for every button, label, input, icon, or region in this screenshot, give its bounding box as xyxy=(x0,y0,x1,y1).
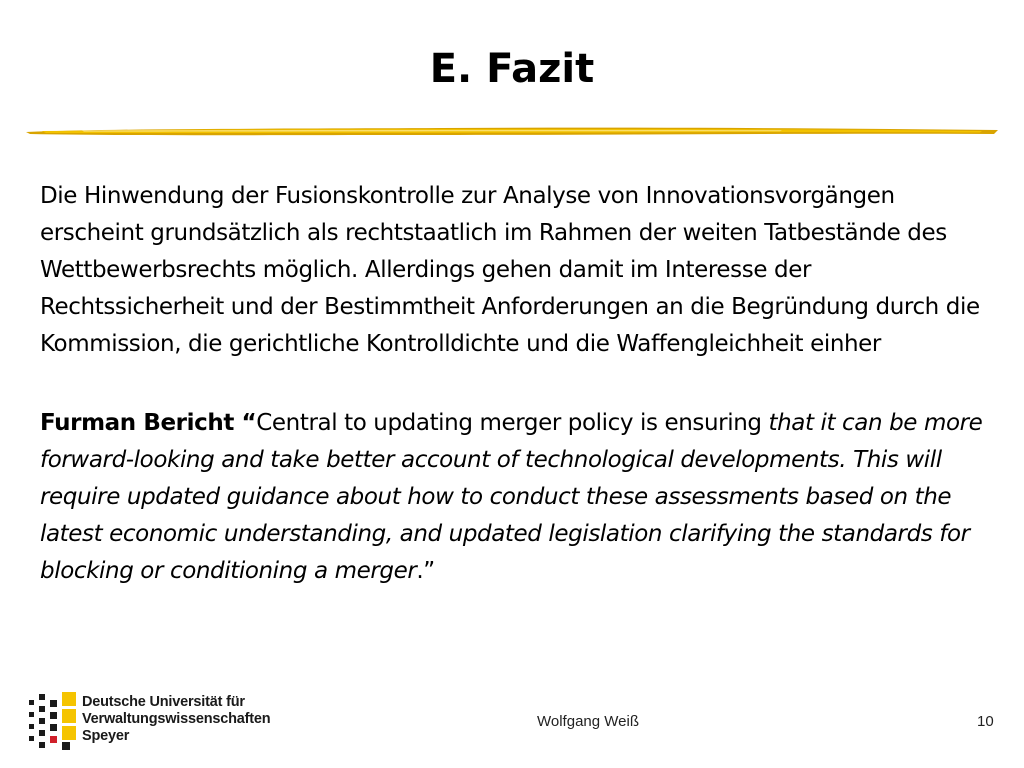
page-number: 10 xyxy=(977,713,994,730)
university-name xyxy=(82,694,270,745)
quote-text-regular: Central to updating merger policy is ensuring xyxy=(256,410,769,436)
slide-content xyxy=(40,178,1000,590)
quote-label: Furman Bericht “ xyxy=(40,410,257,436)
quote-closing: .” xyxy=(416,558,435,584)
footer-author: Wolfgang Weiß xyxy=(537,713,639,730)
brush-stroke-divider-icon xyxy=(22,120,1002,142)
conclusion-paragraph: Die Hinwendung der Fusionskontrolle zur Analyse von Innovationsvorgängen erscheint grundsätzlich als rechtstaatlich im Rahmen der weiten Tatbestände des Wettbewerbsrechts möglich. Allerdings gehen damit im Interesse der Rechtssicherheit und der Bestimmtheit Anforderungen an die Begründung durch die Kommission, die gerichtliche Kontrolldichte und die Waffengleichheit einher xyxy=(40,183,980,357)
logo-line-1: Deutsche Universität für xyxy=(82,694,245,710)
furman-quote-paragraph xyxy=(40,405,1000,590)
slide-title: E. Fazit xyxy=(429,46,595,92)
logo-line-3: Speyer xyxy=(82,728,130,744)
logo-line-2: Verwaltungswissenschaften xyxy=(82,711,271,727)
quote-text-italic: that it can be more forward-looking and take better account of technological developments. This will require updated guidance about how to conduct these assessments based on the latest economic understanding, and updated legislation clarifying the standards for blocking or conditioning a merger xyxy=(40,410,983,584)
